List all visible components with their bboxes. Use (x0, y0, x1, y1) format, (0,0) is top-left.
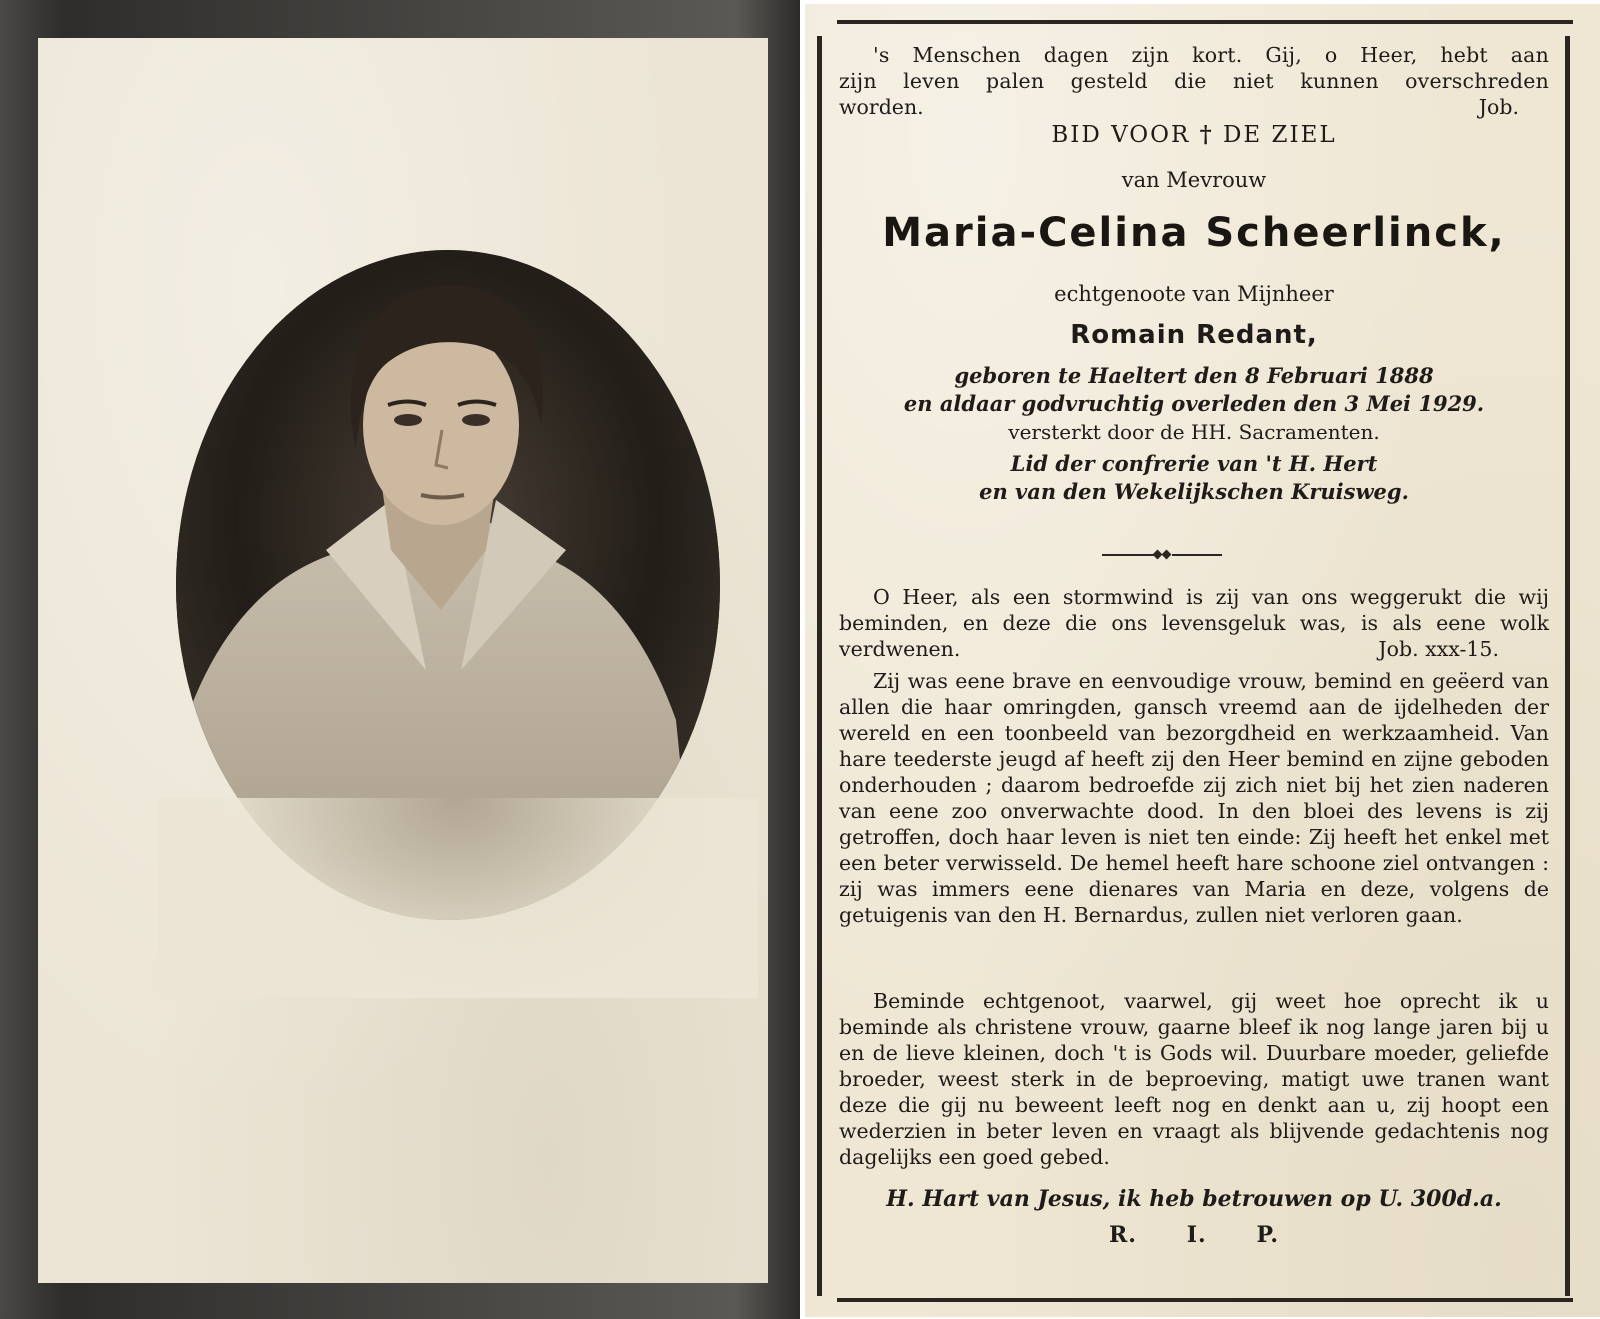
scripture-quote (839, 584, 1549, 662)
closing-prayer-text: H. Hart van Jesus, ik heb betrouwen op U. 300d.a. (886, 1186, 1502, 1212)
rip-letters (1109, 1222, 1279, 1248)
sacraments-line: versterkt door de HH. Sacramenten. (1008, 420, 1380, 444)
frame-top-rule (837, 20, 1573, 24)
life-dates (839, 362, 1549, 506)
vignette-fade (158, 798, 758, 998)
van-mevrouw: van Mevrouw (1121, 168, 1267, 192)
rip-block (839, 1222, 1549, 1248)
frame-bottom-rule (837, 1298, 1573, 1302)
spouse-intro: echtgenoote van Mijnheer (1054, 282, 1334, 306)
membership-line-1: Lid der confrerie van 't H. Hert (1010, 451, 1378, 476)
verse-line-3 (839, 94, 1549, 120)
verse-line-2: zijn leven palen gesteld die niet kunnen overschreden (839, 69, 1549, 93)
rip-r: R. (1109, 1222, 1137, 1248)
rip-i: I. (1186, 1222, 1207, 1248)
frame-right-rule (1565, 36, 1570, 1296)
paragraph-1-text: Zij was eene brave en eenvoudige vrouw, bemind en geëerd van allen die haar omringden, gansch vreemd aan de ijdelheden der wereld en een toonbeeld van bezorgdheid en werkzaamheid. Van hare teederste jeugd af heeft zij den Heer bemind en zijne geboden onderhouden ; daarom bedroefde zij zich niet bij het zien naderen van eene zoo onverwachte dood. In den bloei des levens is zij getroffen, doch haar leven is niet ten einde: Zij heeft het enkel met een beter verwisseld. De hemel heeft hare schoone ziel ontvangen : zij was immers eene dienares van Maria en deze, volgens de getuigenis van den H. Bernardus, zullen niet verloren gaan. (839, 669, 1549, 927)
memorial-text-card (805, 4, 1600, 1317)
photo-paper (38, 38, 768, 1283)
bid-voor-text: BID VOOR (1051, 122, 1191, 148)
closing-prayer (839, 1186, 1549, 1212)
ornament-divider (1102, 550, 1222, 560)
membership-line-2: en van den Wekelijkschen Kruisweg. (979, 479, 1409, 504)
bid-voor-heading (839, 120, 1549, 150)
death-line: en aldaar godvruchtig overleden den 3 Mei 1929. (903, 391, 1485, 416)
frame-left-rule (817, 36, 822, 1296)
deceased-name: Maria-Celina Scheerlinck, (882, 210, 1506, 256)
paragraph-2-text: Beminde echtgenoot, vaarwel, gij weet hoe oprecht ik u beminde als christene vrouw, gaarne bleef ik nog lange jaren bij u en de lieve kleinen, doch 't is Gods wil. Duurbare moeder, geliefde broeder, weest sterk in de beproeving, matigt uwe tranen want deze die gij nu beweent leeft nog en denkt aan u, zij hoopt een wederzien in beter leven en vraagt als blijvende gedachtenis nog dagelijks een goed gebed. (839, 989, 1549, 1169)
cross-icon: † (1199, 121, 1214, 148)
verse-reference: Job. (1478, 95, 1519, 119)
de-ziel-text: DE ZIEL (1222, 122, 1337, 148)
verse-line-3-text: worden. (839, 95, 924, 119)
prayer-heading (839, 120, 1549, 150)
quote-reference: Job. xxx-15. (1378, 637, 1499, 661)
opening-verse (839, 42, 1549, 120)
birth-line: geboren te Haeltert den 8 Februari 1888 (954, 363, 1434, 388)
quote-text: O Heer, als een stormwind is zij van ons weggerukt die wij beminden, en deze die ons levensgeluk was, is als eene wolk verdwenen. (839, 585, 1549, 661)
spouse-name: Romain Redant, (1070, 320, 1318, 350)
eulogy-paragraph-2 (839, 988, 1549, 1170)
eulogy-paragraph-1 (839, 668, 1549, 928)
verse-line-1: 's Menschen dagen zijn kort. Gij, o Heer, hebt aan (873, 43, 1549, 67)
rip-p: P. (1256, 1222, 1279, 1248)
